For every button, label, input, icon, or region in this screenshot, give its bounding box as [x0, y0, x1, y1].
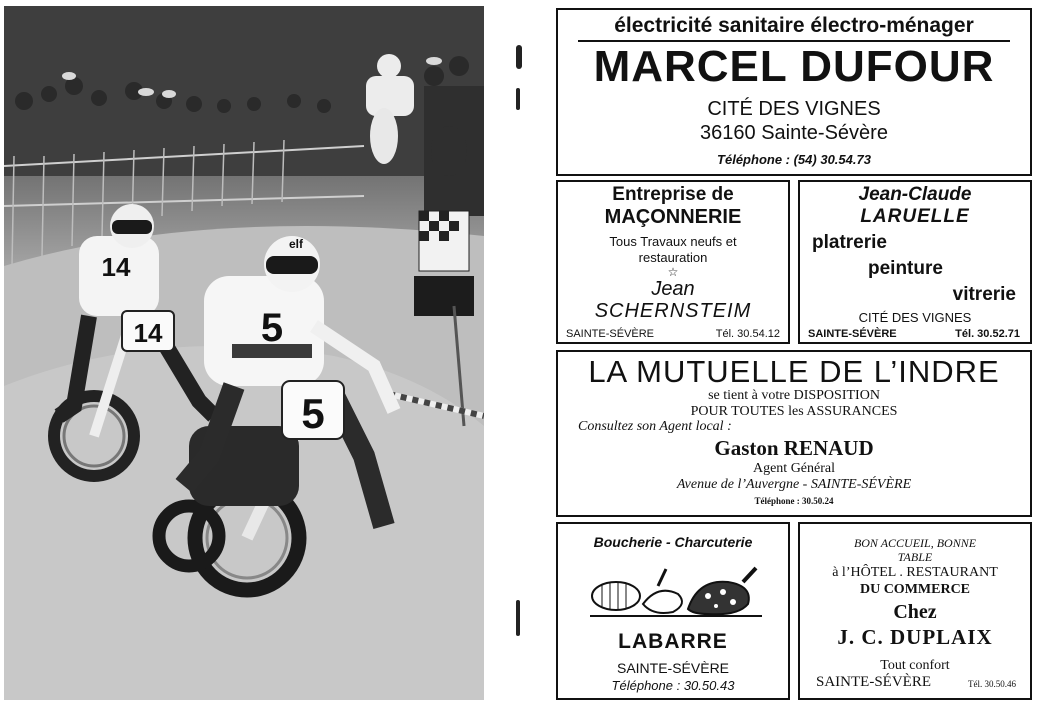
hotel-line-1: BON ACCUEIL, BONNE: [853, 536, 977, 550]
laruelle-name-2: LARUELLE: [860, 206, 970, 227]
page-gutter: [484, 0, 554, 707]
ad-laruelle: [798, 180, 1032, 344]
maconnerie-title-1: Entreprise de: [612, 184, 734, 205]
boucherie-phone: Téléphone : 30.50.43: [611, 678, 735, 693]
maconnerie-desc-2: restauration: [638, 250, 708, 265]
laruelle-town: SAINTE-SÉVÈRE: [808, 328, 897, 340]
mutuelle-line-1: se tient à votre DISPOSITION: [708, 388, 880, 403]
laruelle-phone: Tél. 30.52.71: [955, 328, 1020, 340]
hotel-comfort: Tout confort: [880, 658, 950, 673]
charcuterie-illustration: [588, 564, 764, 624]
mutuelle-line-2: POUR TOUTES les ASSURANCES: [690, 404, 898, 419]
star-icon: ☆: [667, 265, 679, 279]
binding-mark: [516, 88, 520, 110]
hotel-name: J. C. DUPLAIX: [837, 625, 993, 649]
maconnerie-title-2: MAÇONNERIE: [604, 206, 742, 228]
boucherie-town: SAINTE-SÉVÈRE: [616, 660, 730, 676]
binding-mark: [516, 45, 522, 69]
hotel-line-4: DU COMMERCE: [859, 582, 971, 597]
rider-5-plate: 5: [301, 390, 325, 437]
laruelle-trade-1: platrerie: [812, 232, 887, 253]
hotel-line-5: Chez: [893, 601, 937, 623]
rider-5-jersey-number: 5: [260, 306, 284, 350]
photo-scene: [4, 6, 484, 700]
maconnerie-last-name: SCHERNSTEIM: [594, 300, 752, 322]
ad-boucherie: [556, 522, 790, 700]
laruelle-address: CITÉ DES VIGNES: [858, 310, 972, 325]
dufour-name: MARCEL DUFOUR: [593, 42, 995, 91]
laruelle-trade-3: vitrerie: [952, 284, 1016, 305]
ad-marcel-dufour: [556, 8, 1032, 176]
rider-14-jersey-number: 14: [101, 252, 131, 282]
boucherie-title: Boucherie - Charcuterie: [593, 534, 753, 550]
mutuelle-line-3: Consultez son Agent local :: [578, 419, 732, 434]
hotel-town: SAINTE-SÉVÈRE: [816, 674, 931, 690]
dufour-address-1: CITÉ DES VIGNES: [707, 98, 881, 120]
mutuelle-agent: Gaston RENAUD: [714, 436, 874, 460]
dufour-phone: Téléphone : (54) 30.54.73: [717, 152, 871, 167]
mutuelle-role: Agent Général: [752, 461, 836, 476]
binding-mark: [516, 600, 520, 636]
mutuelle-title: LA MUTUELLE DE L’INDRE: [588, 354, 1000, 389]
hotel-line-3: à l’HÔTEL . RESTAURANT: [832, 565, 998, 580]
ad-maconnerie: [556, 180, 790, 344]
rider-14-plate: 14: [133, 318, 163, 348]
helmet-logo: elf: [288, 237, 304, 251]
boucherie-name: LABARRE: [618, 630, 728, 653]
mutuelle-phone: Téléphone : 30.50.24: [754, 496, 834, 506]
hotel-phone: Tél. 30.50.46: [968, 679, 1016, 689]
maconnerie-desc-1: Tous Travaux neufs et: [609, 234, 737, 249]
maconnerie-town: SAINTE-SÉVÈRE: [566, 328, 655, 340]
maconnerie-first-name: Jean: [651, 278, 695, 300]
laruelle-name-1: Jean-Claude: [858, 184, 972, 205]
mutuelle-address: Avenue de l’Auvergne - SAINTE-SÉVÈRE: [676, 477, 912, 492]
dufour-trades: électricité sanitaire électro-ménager: [614, 14, 974, 37]
laruelle-trade-2: peinture: [868, 258, 943, 279]
motocross-photo: [4, 6, 484, 700]
maconnerie-phone: Tél. 30.54.12: [715, 328, 780, 340]
ad-mutuelle: [556, 350, 1032, 517]
ad-hotel-duplaix: [798, 522, 1032, 700]
hotel-line-2: TABLE: [897, 550, 933, 564]
dufour-address-2: 36160 Sainte-Sévère: [700, 122, 888, 144]
